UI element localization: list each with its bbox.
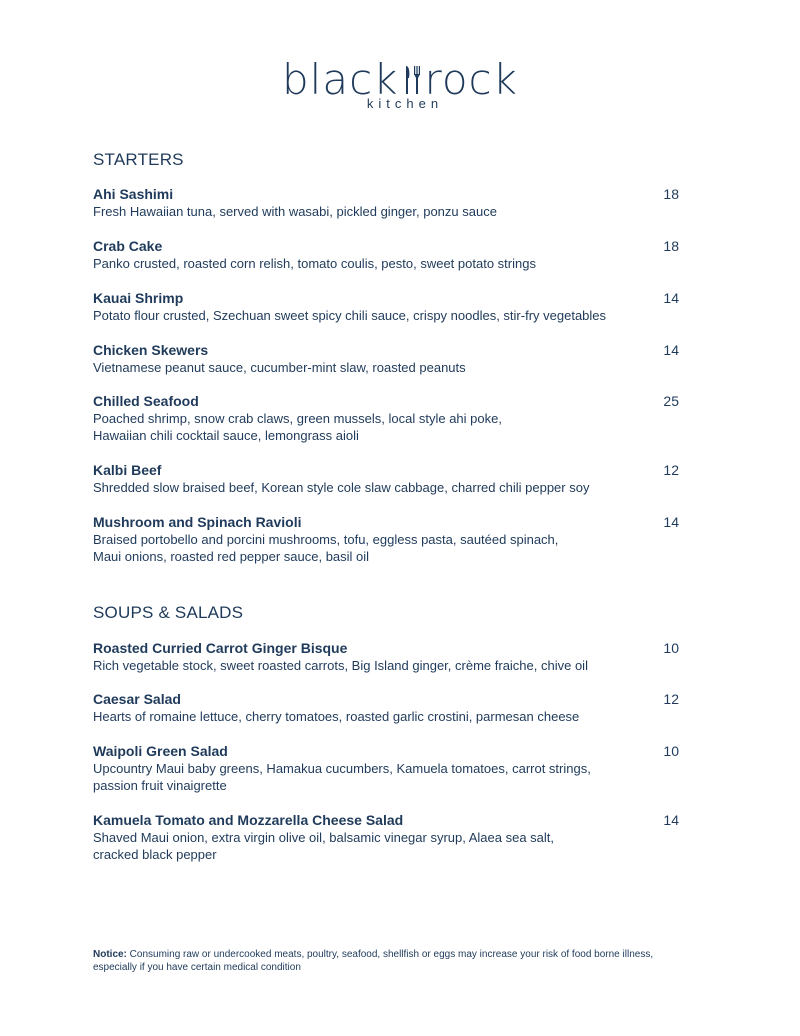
menu-item-name: Kalbi Beef [93,462,162,478]
menu-item [93,514,679,565]
menu-item-description: Hearts of romaine lettuce, cherry tomatoes, roasted garlic crostini, parmesan cheese [93,709,580,724]
menu-item-description: Maui onions, roasted red pepper sauce, basil oil [93,549,370,564]
logo-subtitle: kitchen [366,96,444,111]
restaurant-logo [0,55,800,111]
menu-item [93,462,679,496]
menu-item-description: cracked black pepper [93,847,217,862]
section-title: STARTERS [93,150,184,169]
section-header [93,603,693,623]
menu-item-description: Hawaiian chili cocktail sauce, lemongrass aioli [93,428,359,443]
menu-item-name: Waipoli Green Salad [93,743,228,759]
menu-item-name: Mushroom and Spinach Ravioli [93,514,302,530]
menu-item-description: Panko crusted, roasted corn relish, tomato coulis, pesto, sweet potato strings [93,256,536,271]
menu-item-name: Chicken Skewers [93,342,209,358]
menu-item-name: Ahi Sashimi [93,186,174,202]
menu-item-price: 14 [663,514,679,530]
menu-item-name: Crab Cake [93,238,163,254]
menu-item [93,342,679,376]
menu-item-description: Braised portobello and porcini mushrooms, tofu, eggless pasta, sautéed spinach, [93,532,559,547]
menu-item-description: Shredded slow braised beef, Korean style cole slaw cabbage, charred chili pepper soy [93,480,590,495]
food-safety-notice [93,948,693,974]
menu-item-price: 14 [663,290,679,306]
menu-item-name: Chilled Seafood [93,393,199,409]
menu-item-description: Vietnamese peanut sauce, cucumber-mint slaw, roasted peanuts [93,360,466,375]
menu-item [93,290,679,324]
menu-item-name: Kamuela Tomato and Mozzarella Cheese Salad [93,812,404,828]
menu-item-price: 10 [663,640,679,656]
menu-item [93,238,679,272]
menu-item-price: 25 [663,393,679,409]
section-header [93,150,693,170]
menu-item-price: 10 [663,743,679,759]
menu-item [93,393,679,444]
menu-item-name: Caesar Salad [93,691,181,707]
menu-item-price: 14 [663,342,679,358]
menu-item-description: Fresh Hawaiian tuna, served with wasabi, pickled ginger, ponzu sauce [93,204,497,219]
logo-right-text: rock [424,55,518,104]
menu-item-price: 12 [663,691,679,707]
menu-item-name: Roasted Curried Carrot Ginger Bisque [93,640,348,656]
menu-item-description: Poached shrimp, snow crab claws, green mussels, local style ahi poke, [93,411,502,426]
menu-item [93,743,679,794]
notice-line-2: especially if you have certain medical condition [93,962,301,973]
menu-item [93,812,679,863]
menu-item-description: Shaved Maui onion, extra virgin olive oil, balsamic vinegar syrup, Alaea sea salt, [93,830,555,845]
menu-item [93,691,679,725]
menu-item-description: Upcountry Maui baby greens, Hamakua cucumbers, Kamuela tomatoes, carrot strings, [93,761,591,776]
menu-item [93,640,679,674]
menu-item-description: Rich vegetable stock, sweet roasted carrots, Big Island ginger, crème fraiche, chive oil [93,658,588,673]
notice-label: Notice: [93,949,127,960]
menu-item-name: Kauai Shrimp [93,290,184,306]
menu-item-price: 18 [663,238,679,254]
section-title: SOUPS & SALADS [93,603,244,622]
menu-item-price: 14 [663,812,679,828]
notice-line-1: Consuming raw or undercooked meats, poultry, seafood, shellfish or eggs may increase your risk of food borne illness, [126,949,654,960]
menu-item-price: 18 [663,186,679,202]
menu-item-description: Potato flour crusted, Szechuan sweet spicy chili sauce, crispy noodles, stir-fry vegetables [93,308,607,323]
logo-left-text: black [282,55,399,104]
menu-item-price: 12 [663,462,679,478]
menu-item [93,186,679,220]
menu-item-description: passion fruit vinaigrette [93,778,227,793]
knife-fork-icon [401,64,423,96]
